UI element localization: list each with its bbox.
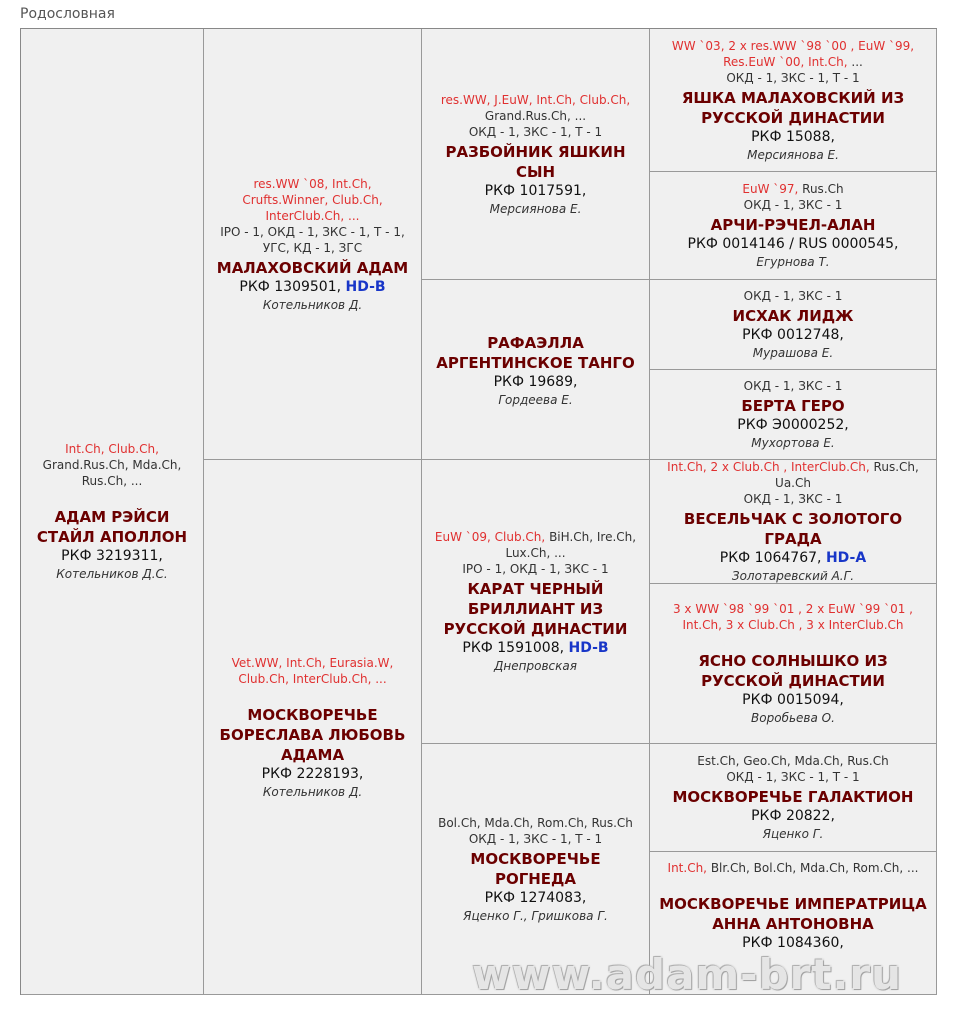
pedigree-cell-great-grandparent	[650, 172, 937, 280]
working-tests: ОКД - 1, ЗКС - 1	[743, 198, 843, 212]
registration-number: РКФ 1064767,	[719, 550, 822, 566]
breeder: Егурнова Т.	[756, 255, 830, 269]
registration-number: РКФ 1084360,	[742, 935, 844, 951]
titles-red: Vet.WW, Int.Ch, Eurasia.W, Club.Ch, InterClub.Ch, ...	[231, 655, 394, 686]
dog-name[interactable]: МОСКВОРЕЧЬЕ БОРЕСЛАВА ЛЮБОВЬ АДАМА	[219, 705, 406, 764]
titles-black: Grand.Rus.Ch, Mda.Ch, Rus.Ch, ...	[42, 458, 182, 488]
titles-black: Rus.Ch	[802, 182, 844, 196]
breeder: Мерсиянова Е.	[747, 147, 839, 162]
pedigree-cell-grandsire	[422, 29, 650, 280]
titles-black: ...	[851, 54, 863, 69]
titles-red: EuW `97,	[742, 182, 799, 196]
dog-name[interactable]: БЕРТА ГЕРО	[741, 397, 845, 415]
titles-red: 3 x WW `98 `99 `01 , 2 x EuW `99 `01 , Int.Ch, 3 x Club.Ch , 3 x InterClub.Ch	[672, 602, 913, 632]
titles-red: res.WW `08, Int.Ch, Crufts.Winner, Club.Ch, InterClub.Ch, ...	[242, 176, 383, 223]
working-tests: ОКД - 1, ЗКС - 1, Т - 1	[726, 70, 860, 85]
breeder: Яценко Г.	[762, 827, 824, 841]
registration-number: РКФ 15088,	[751, 128, 835, 145]
titles-black: Rus.Ch, Ua.Ch	[775, 460, 919, 490]
dog-name[interactable]: РАФАЭЛЛА АРГЕНТИНСКОЕ ТАНГО	[436, 334, 635, 372]
breeder: Котельников Д.С.	[56, 567, 168, 581]
breeder: Мерсиянова Е.	[489, 201, 582, 216]
dog-name[interactable]: ЯСНО СОЛНЫШКО ИЗ РУССКОЙ ДИНАСТИИ	[698, 652, 888, 690]
pedigree-cell-great-grandparent	[650, 29, 937, 172]
pedigree-cell-great-grandparent	[650, 460, 937, 584]
titles-black: Grand.Rus.Ch, ...	[484, 108, 587, 123]
watermark: www.adam-brt.ru	[472, 950, 903, 999]
titles-red: Int.Ch, Club.Ch,	[65, 442, 159, 456]
dog-name[interactable]: МАЛАХОВСКИЙ АДАМ	[216, 258, 409, 277]
titles-black: BiH.Ch, Ire.Ch, Lux.Ch, ...	[505, 530, 637, 560]
breeder: Мурашова Е.	[752, 346, 834, 360]
working-tests: IPO - 1, ОКД - 1, ЗКС - 1	[462, 562, 609, 576]
registration-number: РКФ 3219311,	[61, 548, 163, 564]
titles-red: WW `03, 2 x res.WW `98 `00 , EuW `99, Res.EuW `00, Int.Ch,	[671, 38, 915, 69]
pedigree-cell-great-grandparent	[650, 280, 937, 370]
dog-name[interactable]: КАРАТ ЧЕРНЫЙ БРИЛЛИАНТ ИЗ РУССКОЙ ДИНАСТИИ	[443, 580, 628, 638]
registration-number: РКФ 1591008,	[462, 640, 565, 656]
breeder: Яценко Г., Гришкова Г.	[463, 908, 608, 923]
working-tests: ОКД - 1, ЗКС - 1, Т - 1	[468, 124, 603, 139]
breeder: Золотаревский А.Г.	[731, 569, 855, 583]
titles-black: Bol.Ch, Mda.Ch, Rom.Ch, Rus.Ch	[438, 815, 633, 830]
working-tests: ОКД - 1, ЗКС - 1, Т - 1	[468, 831, 603, 846]
dog-name[interactable]: АРЧИ-РЭЧЕЛ-АЛАН	[710, 216, 876, 234]
breeder: Котельников Д.	[262, 297, 363, 312]
dog-name[interactable]: МОСКВОРЕЧЬЕ ИМПЕРАТРИЦА АННА АНТОНОВНА	[659, 895, 927, 933]
pedigree-cell-granddam	[422, 280, 650, 460]
dog-name[interactable]: ИСХАК ЛИДЖ	[732, 307, 854, 325]
registration-number: РКФ 0012748,	[742, 327, 844, 343]
registration-number: РКФ Э0000252,	[737, 417, 849, 433]
registration-number: РКФ 20822,	[751, 808, 835, 824]
dog-name[interactable]: ВЕСЕЛЬЧАК С ЗОЛОТОГО ГРАДА	[683, 510, 903, 548]
breeder: Воробьева О.	[751, 711, 835, 725]
titles-red: EuW `09, Club.Ch,	[434, 530, 546, 544]
titles-red: res.WW, J.EuW, Int.Ch, Club.Ch,	[440, 92, 631, 107]
dog-name[interactable]: АДАМ РЭЙСИ СТАЙЛ АПОЛЛОН	[36, 508, 188, 546]
registration-number: РКФ 0015094,	[742, 692, 844, 708]
breeder: Днепровская	[494, 659, 577, 673]
registration-number: РКФ 1309501,	[239, 278, 342, 295]
breeder: Котельников Д.	[262, 784, 363, 799]
breeder: Мухортова Е.	[751, 436, 835, 450]
working-tests: ОКД - 1, ЗКС - 1, Т - 1	[726, 770, 860, 784]
page-title: Родословная	[20, 6, 115, 22]
working-tests: ОКД - 1, ЗКС - 1	[743, 492, 843, 506]
registration-number: РКФ 1274083,	[484, 889, 587, 906]
pedigree-cell-great-grandparent	[650, 744, 937, 852]
titles-black: Est.Ch, Geo.Ch, Mda.Ch, Rus.Ch	[697, 754, 889, 768]
titles-red: Int.Ch, 2 x Club.Ch , InterClub.Ch,	[667, 460, 870, 474]
working-tests: IPO - 1, ОКД - 1, ЗКС - 1, Т - 1, УГС, КД - 1, ЗГС	[220, 224, 405, 255]
dog-name[interactable]: РАЗБОЙНИК ЯШКИН СЫН	[445, 142, 626, 181]
hd-score: HD-A	[825, 550, 867, 566]
dog-name[interactable]: ЯШКА МАЛАХОВСКИЙ ИЗ РУССКОЙ ДИНАСТИИ	[681, 88, 905, 127]
pedigree-cell-great-grandparent	[650, 584, 937, 744]
registration-number: РКФ 0014146 / RUS 0000545,	[687, 236, 899, 252]
pedigree-cell-dog	[21, 29, 204, 995]
registration-number: РКФ 1017591,	[484, 182, 587, 199]
registration-number: РКФ 2228193,	[261, 765, 364, 782]
titles-black: Blr.Ch, Bol.Ch, Mda.Ch, Rom.Ch, ...	[710, 861, 919, 875]
pedigree-cell-grandsire	[422, 460, 650, 744]
registration-number: РКФ 19689,	[493, 374, 578, 390]
hd-score: HD-B	[568, 640, 609, 656]
working-tests: ОКД - 1, ЗКС - 1	[743, 289, 843, 303]
pedigree-cell-sire	[204, 29, 422, 460]
breeder: Гордеева Е.	[498, 393, 573, 407]
pedigree-table	[20, 28, 937, 995]
pedigree-cell-great-grandparent	[650, 370, 937, 460]
working-tests: ОКД - 1, ЗКС - 1	[743, 379, 843, 393]
hd-score: HD-B	[345, 278, 386, 295]
titles-red: Int.Ch,	[667, 861, 707, 875]
dog-name[interactable]: МОСКВОРЕЧЬЕ ГАЛАКТИОН	[672, 788, 914, 806]
pedigree-cell-dam	[204, 460, 422, 995]
dog-name[interactable]: МОСКВОРЕЧЬЕ РОГНЕДА	[470, 849, 601, 888]
